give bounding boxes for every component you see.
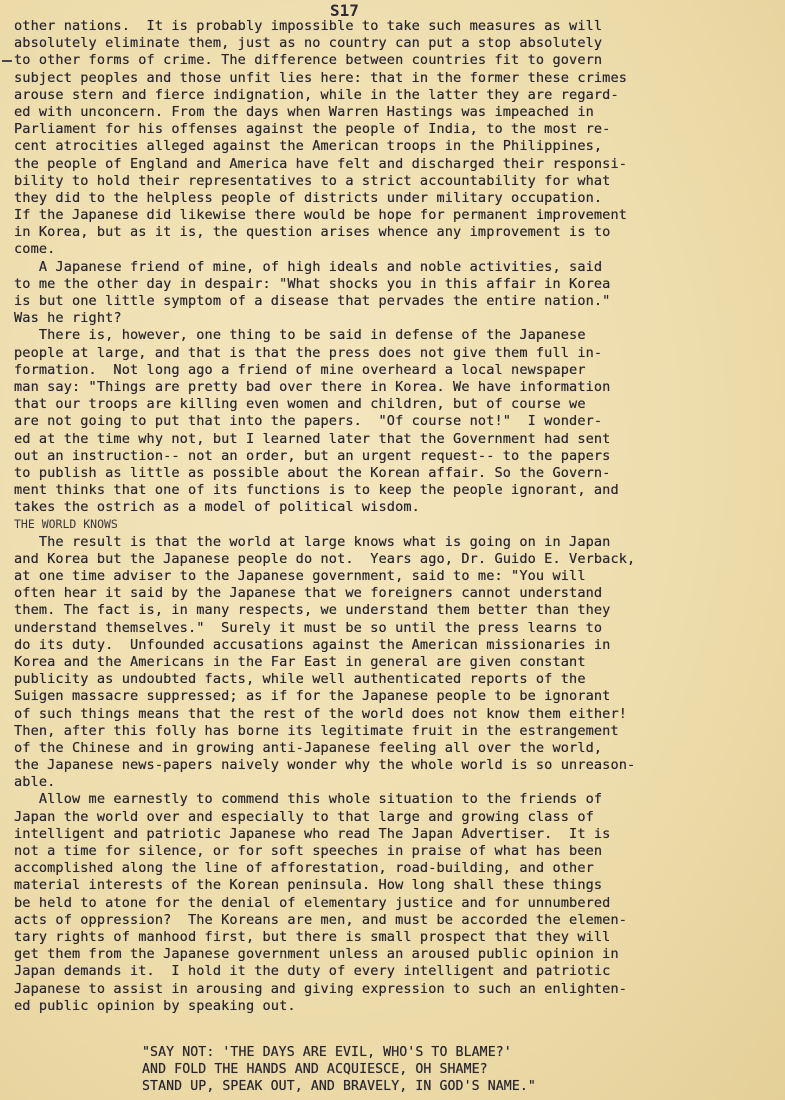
text-line: material interests of the Korean peninsula. How long shall these things: [14, 877, 603, 894]
text-line: to me the other day in despair: "What shocks you in this affair in Korea: [14, 275, 611, 292]
text-line: tary rights of manhood first, but there is small prospect that they will: [14, 928, 611, 945]
text-line: There is, however, one thing to be said in defense of the Japanese: [14, 327, 586, 344]
text-line: intelligent and patriotic Japanese who read The Japan Advertiser. It is: [14, 825, 611, 842]
text-line: to other forms of crime. The difference between countries fit to govern: [14, 52, 603, 69]
text-line: of such things means that the rest of the world does not know them either!: [14, 705, 628, 722]
text-line: ed public opinion by speaking out.: [14, 997, 296, 1014]
text-line: able.: [14, 774, 56, 791]
text-line: Japanese to assist in arousing and giving expression to such an enlighten-: [14, 980, 628, 997]
text-line: often hear it said by the Japanese that we foreigners cannot understand: [14, 585, 603, 602]
text-line: publicity as undoubted facts, while well authenticated reports of the: [14, 671, 586, 688]
body-text: [14, 18, 784, 1015]
verse-line: STAND UP, SPEAK OUT, AND BRAVELY, IN GOD'S NAME.": [142, 1079, 536, 1095]
text-line: them. The fact is, in many respects, we understand them better than they: [14, 602, 611, 619]
text-line: arouse stern and fierce indignation, while in the latter they are regard-: [14, 86, 619, 103]
text-line: that our troops are killing even women and children, but of course we: [14, 396, 586, 413]
text-line: A Japanese friend of mine, of high ideals and noble activities, said: [14, 258, 603, 275]
text-line: come.: [14, 241, 56, 258]
verse-line: "SAY NOT: 'THE DAYS ARE EVIL, WHO'S TO BLAME?': [142, 1045, 512, 1060]
text-line: in Korea, but as it is, the question arises whence any improvement is to: [14, 224, 611, 241]
margin-mark: [2, 60, 12, 62]
text-line: subject peoples and those unfit lies here: that in the former these crimes: [14, 69, 628, 86]
text-line: ment thinks that one of its functions is to keep the people ignorant, and: [14, 482, 619, 499]
text-line: the Japanese news-papers naively wonder why the whole world is so unreason-: [14, 757, 636, 774]
text-line: do its duty. Unfounded accusations against the American missionaries in: [14, 636, 611, 653]
text-line: ed with unconcern. From the days when Warren Hastings was impeached in: [14, 103, 594, 120]
text-line: and Korea but the Japanese people do not. Years ago, Dr. Guido E. Verback,: [14, 550, 636, 567]
paragraph: [14, 534, 784, 792]
text-line: Korea and the Americans in the Far East in general are given constant: [14, 653, 586, 670]
text-line: out an instruction-- not an order, but an urgent request-- to the papers: [14, 447, 611, 464]
page-number: S17: [330, 1, 359, 20]
paragraph: [14, 327, 784, 516]
verse-line: AND FOLD THE HANDS AND ACQUIESCE, OH SHAME?: [142, 1062, 488, 1078]
text-line: bility to hold their representatives to a strict accountability for what: [14, 172, 611, 189]
text-line: of the Chinese and in growing anti-Japanese feeling all over the world,: [14, 739, 603, 756]
text-line: The result is that the world at large knows what is going on in Japan: [14, 533, 611, 550]
section-heading: THE WORLD KNOWS: [14, 517, 118, 532]
text-line: formation. Not long ago a friend of mine overheard a local newspaper: [14, 361, 586, 378]
text-line: is but one little symptom of a disease that pervades the entire nation.": [14, 293, 611, 309]
text-line: they did to the helpless people of districts under military occupation.: [14, 189, 603, 206]
text-line: not a time for silence, or for soft speeches in praise of what has been: [14, 843, 603, 859]
text-line: be held to atone for the denial of elementary justice and for unnumbered: [14, 894, 611, 911]
text-line: takes the ostrich as a model of political wisdom.: [14, 499, 420, 516]
closing-verse: [142, 1044, 536, 1096]
paragraph: [14, 259, 784, 328]
text-line: people at large, and that is that the press does not give them full in-: [14, 344, 603, 361]
text-line: get them from the Japanese government unless an aroused public opinion in: [14, 946, 619, 963]
text-line: are not going to put that into the papers. "Of course not!" I wonder-: [14, 413, 603, 430]
text-line: accomplished along the line of afforestation, road-building, and other: [14, 860, 594, 877]
text-line: If the Japanese did likewise there would be hope for permanent improvement: [14, 207, 628, 224]
text-line: the people of England and America have felt and discharged their responsi-: [14, 155, 628, 172]
text-line: Allow me earnestly to commend this whole situation to the friends of: [14, 791, 603, 808]
text-line: understand themselves." Surely it must be so until the press learns to: [14, 619, 603, 636]
text-line: Suigen massacre suppressed; as if for the Japanese people to be ignorant: [14, 688, 611, 705]
text-line: absolutely eliminate them, just as no country can put a stop absolutely: [14, 35, 603, 52]
text-line: Then, after this folly has borne its legitimate fruit in the estrangement: [14, 722, 619, 739]
paragraph: [14, 18, 784, 259]
text-line: Japan demands it. I hold it the duty of every intelligent and patriotic: [14, 963, 611, 980]
text-line: acts of oppression? The Koreans are men, and must be accorded the elemen-: [14, 911, 628, 928]
text-line: Japan the world over and especially to that large and growing class of: [14, 808, 594, 825]
text-line: Was he right?: [14, 310, 122, 327]
text-line: man say: "Things are pretty bad over there in Korea. We have information: [14, 378, 611, 395]
paragraph: [14, 791, 784, 1014]
text-line: at one time adviser to the Japanese government, said to me: "You will: [14, 568, 586, 584]
text-line: cent atrocities alleged against the American troops in the Philippines,: [14, 138, 603, 155]
text-line: Parliament for his offenses against the people of India, to the most re-: [14, 121, 611, 138]
text-line: other nations. It is probably impossible to take such measures as will: [14, 18, 603, 34]
text-line: to publish as little as possible about the Korean affair. So the Govern-: [14, 464, 611, 481]
text-line: ed at the time why not, but I learned later that the Government had sent: [14, 430, 611, 447]
